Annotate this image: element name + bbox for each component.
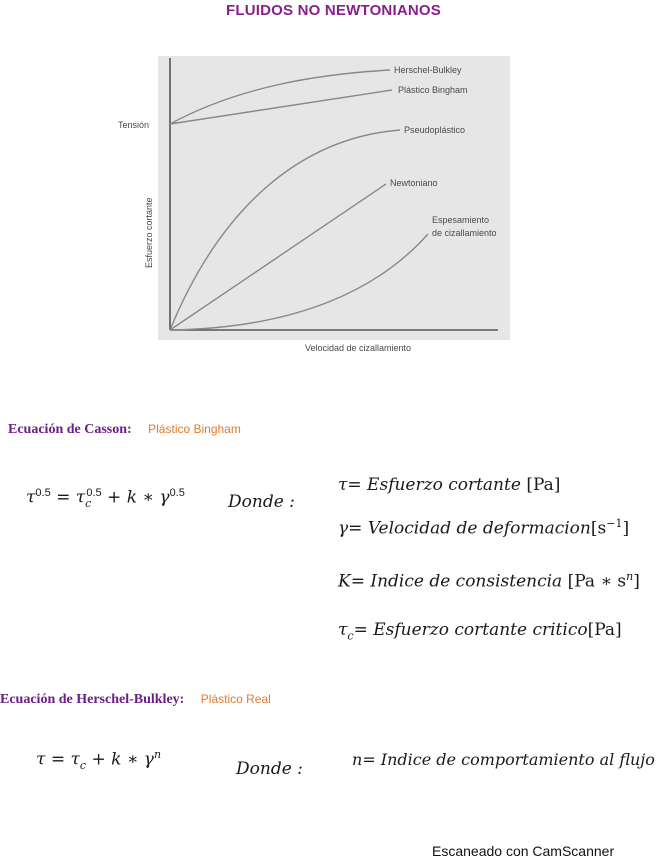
- hb-heading-row: [0, 690, 271, 708]
- eq-plus: +: [107, 487, 122, 508]
- def-k-unit-exp: n: [626, 570, 634, 583]
- hb-eq-gamma: γ: [143, 749, 154, 770]
- eq-tau: τ: [26, 487, 36, 508]
- curve-label-newtoniano: Newtoniano: [390, 178, 438, 188]
- def-tau-c: [338, 620, 622, 642]
- hb-eq-tau: τ: [36, 749, 46, 770]
- hb-eq-sub-c: c: [79, 759, 87, 773]
- eq-star: ∗: [142, 487, 154, 508]
- hb-equation: [36, 748, 161, 772]
- def-gamma-sym: γ: [338, 518, 349, 539]
- casson-equation: [26, 487, 185, 510]
- hb-eq-star: ∗: [126, 749, 139, 770]
- hb-donde: Donde :: [236, 759, 303, 779]
- eq-gamma: γ: [159, 487, 170, 508]
- casson-heading-row: [8, 420, 241, 438]
- curve-label-espesamiento: Espesamiento: [432, 215, 490, 225]
- def-tau: [338, 475, 560, 495]
- casson-donde: Donde :: [228, 492, 295, 512]
- hb-eq-plus: +: [91, 749, 106, 770]
- def-tau-unit: [Pa]: [526, 475, 561, 495]
- y-axis-label: Esfuerzo cortante: [144, 197, 154, 268]
- def-gamma-unit: [s: [590, 518, 607, 539]
- eq-tau-c: τ: [75, 487, 86, 508]
- def-n-text: = Indice de comportamiento al flujo: [362, 750, 655, 769]
- yield-stress-label: Tensión: [118, 120, 150, 130]
- hb-tag: Plástico Real: [200, 692, 271, 706]
- curve-label-plastico-bingham: Plástico Bingham: [398, 85, 468, 95]
- eq-equals: =: [56, 487, 71, 508]
- def-gamma-unit-exp: −1: [606, 517, 623, 530]
- eq-exp-1: 0.5: [35, 487, 51, 499]
- def-n: [352, 750, 655, 769]
- def-tau-c-text: = Esfuerzo cortante critico: [353, 620, 588, 640]
- def-tau-c-unit: [Pa]: [587, 620, 622, 640]
- def-tau-c-sub: c: [347, 629, 354, 643]
- page-title: FLUIDOS NO NEWTONIANOS: [226, 2, 441, 19]
- def-k-text: = Indice de consistencia: [350, 571, 568, 592]
- hb-eq-exp-n: n: [153, 748, 162, 761]
- curve-label-pseudoplastico: Pseudoplástico: [404, 125, 466, 135]
- scanner-watermark: Escaneado con CamScanner: [432, 843, 615, 859]
- eq-exp-2: 0.5: [86, 487, 102, 499]
- curve-label-herschel-bulkley: Herschel-Bulkley: [394, 65, 462, 75]
- eq-k: k: [126, 487, 138, 508]
- eq-exp-3: 0.5: [169, 487, 185, 499]
- casson-tag: Plástico Bingham: [148, 422, 241, 436]
- casson-heading: Ecuación de Casson:: [8, 422, 132, 437]
- hb-eq-equals: =: [50, 749, 66, 770]
- hb-eq-tau-c: τ: [70, 749, 80, 770]
- def-tau-text: = Esfuerzo cortante: [347, 475, 527, 495]
- def-gamma-text: = Velocidad de deformacion: [348, 518, 591, 539]
- def-gamma: [338, 517, 629, 539]
- hb-eq-k: k: [111, 749, 122, 770]
- def-k-sym: K: [338, 571, 351, 592]
- def-k-unit-close: ]: [633, 571, 640, 592]
- def-tau-sym: τ: [338, 475, 348, 495]
- rheology-diagram: [100, 38, 520, 358]
- def-n-sym: n: [352, 750, 363, 769]
- hb-heading: Ecuación de Herschel-Bulkley:: [0, 692, 185, 707]
- def-tau-c-sym: τ: [338, 620, 348, 640]
- def-gamma-unit-close: ]: [622, 518, 630, 539]
- x-axis-label: Velocidad de cizallamiento: [305, 343, 412, 353]
- def-k: [338, 570, 640, 592]
- eq-sub-c: c: [85, 497, 92, 511]
- curve-label-espesamiento-2: de cizallamiento: [432, 228, 497, 238]
- def-k-unit: [Pa ∗ s: [567, 571, 627, 592]
